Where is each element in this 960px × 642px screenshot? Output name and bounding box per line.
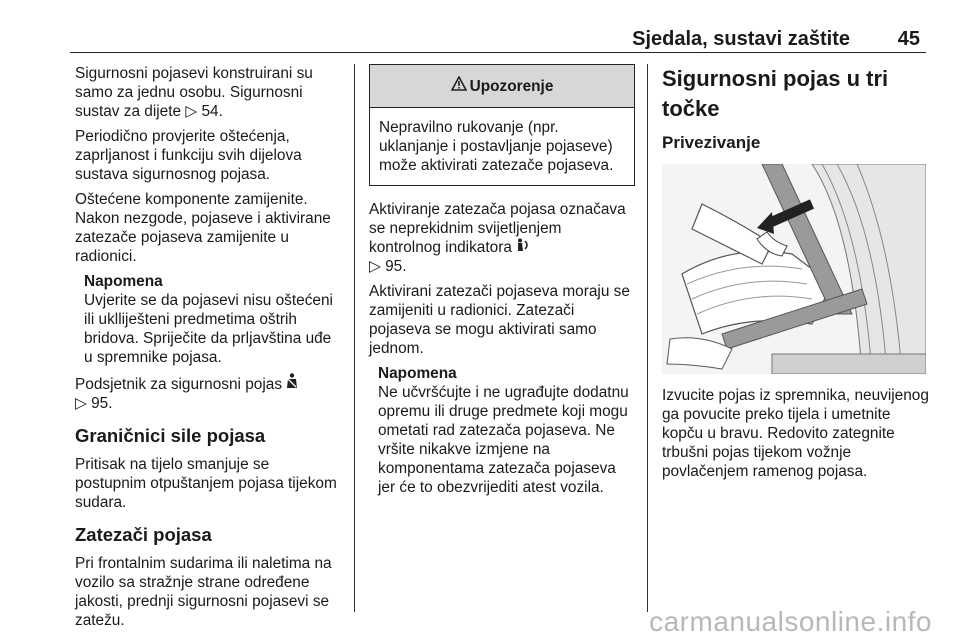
page-number: 45 xyxy=(897,28,920,50)
warning-text: Nepravilno rukovanje (npr. uklanjanje i postavljanje pojaseve) može aktivirati zatezače pojaseva. xyxy=(379,119,614,174)
paragraph: Pritisak na tijelo smanjuje se postupnim otpuštanjem pojasa tijekom sudara. xyxy=(75,456,337,511)
paragraph xyxy=(369,200,635,276)
section-heading: Graničnici sile pojasa xyxy=(75,425,266,446)
seatbelt-fastening-illustration xyxy=(662,164,926,374)
warning-box xyxy=(369,64,635,186)
note-title: Napomena xyxy=(378,365,457,382)
warning-triangle-icon xyxy=(451,76,467,96)
paragraph-text: Podsjetnik za sigurnosni pojas xyxy=(75,376,283,393)
seatbelt-reminder-icon xyxy=(286,376,298,392)
paragraph xyxy=(75,373,343,413)
warning-title: Upozorenje xyxy=(469,77,554,95)
note-text: Ne učvršćujte i ne ugrađujte dodatnu opremu ili druge predmete koji mogu ometati rad zatezača pojaseva. Ne vršite nikakve izmjene na komponentama zatezača pojaseva jer će to obezvrijediti atest vozila. xyxy=(378,384,629,496)
warning-header xyxy=(370,65,634,108)
cross-reference[interactable]: ▷ 95. xyxy=(75,395,113,412)
paragraph-text: Aktiviranje zatezača pojasa označava se neprekidnim svijetljenjem kontrolnog indikatora xyxy=(369,201,626,256)
paragraph: Izvucite pojas iz spremnika, neuvijenog ga povucite preko tijela i umetnite kopču u bravu. Redovito zategnite trbušni pojas tijekom vožnje povlačenjem ramenog pojasa. xyxy=(662,387,929,480)
column-right xyxy=(662,64,930,487)
note-title: Napomena xyxy=(84,273,163,290)
airbag-indicator-icon xyxy=(516,239,530,255)
paragraph: Sigurnosni pojasevi konstruirani su samo za jednu osobu. Sigurnosni sustav za dijete ▷ 54. xyxy=(75,65,313,120)
page-header xyxy=(70,26,926,53)
paragraph: Aktivirani zatezači pojaseva moraju se zamijeniti u radionici. Zatezači pojaseva se mogu aktivirati samo jednom. xyxy=(369,283,630,357)
note-block xyxy=(75,272,343,367)
section-heading: Sigurnosni pojas u tri točke xyxy=(662,66,889,121)
watermark: carmanualsonline.info xyxy=(649,606,932,637)
note-text: Uvjerite se da pojasevi nisu oštećeni ili uklliješteni predmetima oštrih bridova. Spriječite da prljavština uđe u spremnike pojasa. xyxy=(84,292,333,366)
note-block xyxy=(369,364,635,497)
column-left xyxy=(75,64,343,636)
cross-reference[interactable]: ▷ 95. xyxy=(369,258,407,275)
paragraph: Pri frontalnim sudarima ili naletima na vozilo sa stražnje strane određene jakosti, prednji sigurnosni pojasevi se zatežu. xyxy=(75,555,332,629)
section-heading: Zatezači pojasa xyxy=(75,524,212,545)
column-divider xyxy=(647,64,648,612)
paragraph: Oštećene komponente zamijenite. Nakon nezgode, pojaseve i aktivirane zatezače pojaseva zamijenite u radionici. xyxy=(75,191,331,265)
paragraph: Periodično provjerite oštećenja, zaprljanost i funkciju svih dijelova sustava sigurnosnog pojasa. xyxy=(75,128,302,183)
column-divider xyxy=(354,64,355,612)
column-middle xyxy=(369,64,635,503)
subsection-heading: Privezivanje xyxy=(662,133,761,152)
section-title: Sjedala, sustavi zaštite xyxy=(632,28,850,50)
